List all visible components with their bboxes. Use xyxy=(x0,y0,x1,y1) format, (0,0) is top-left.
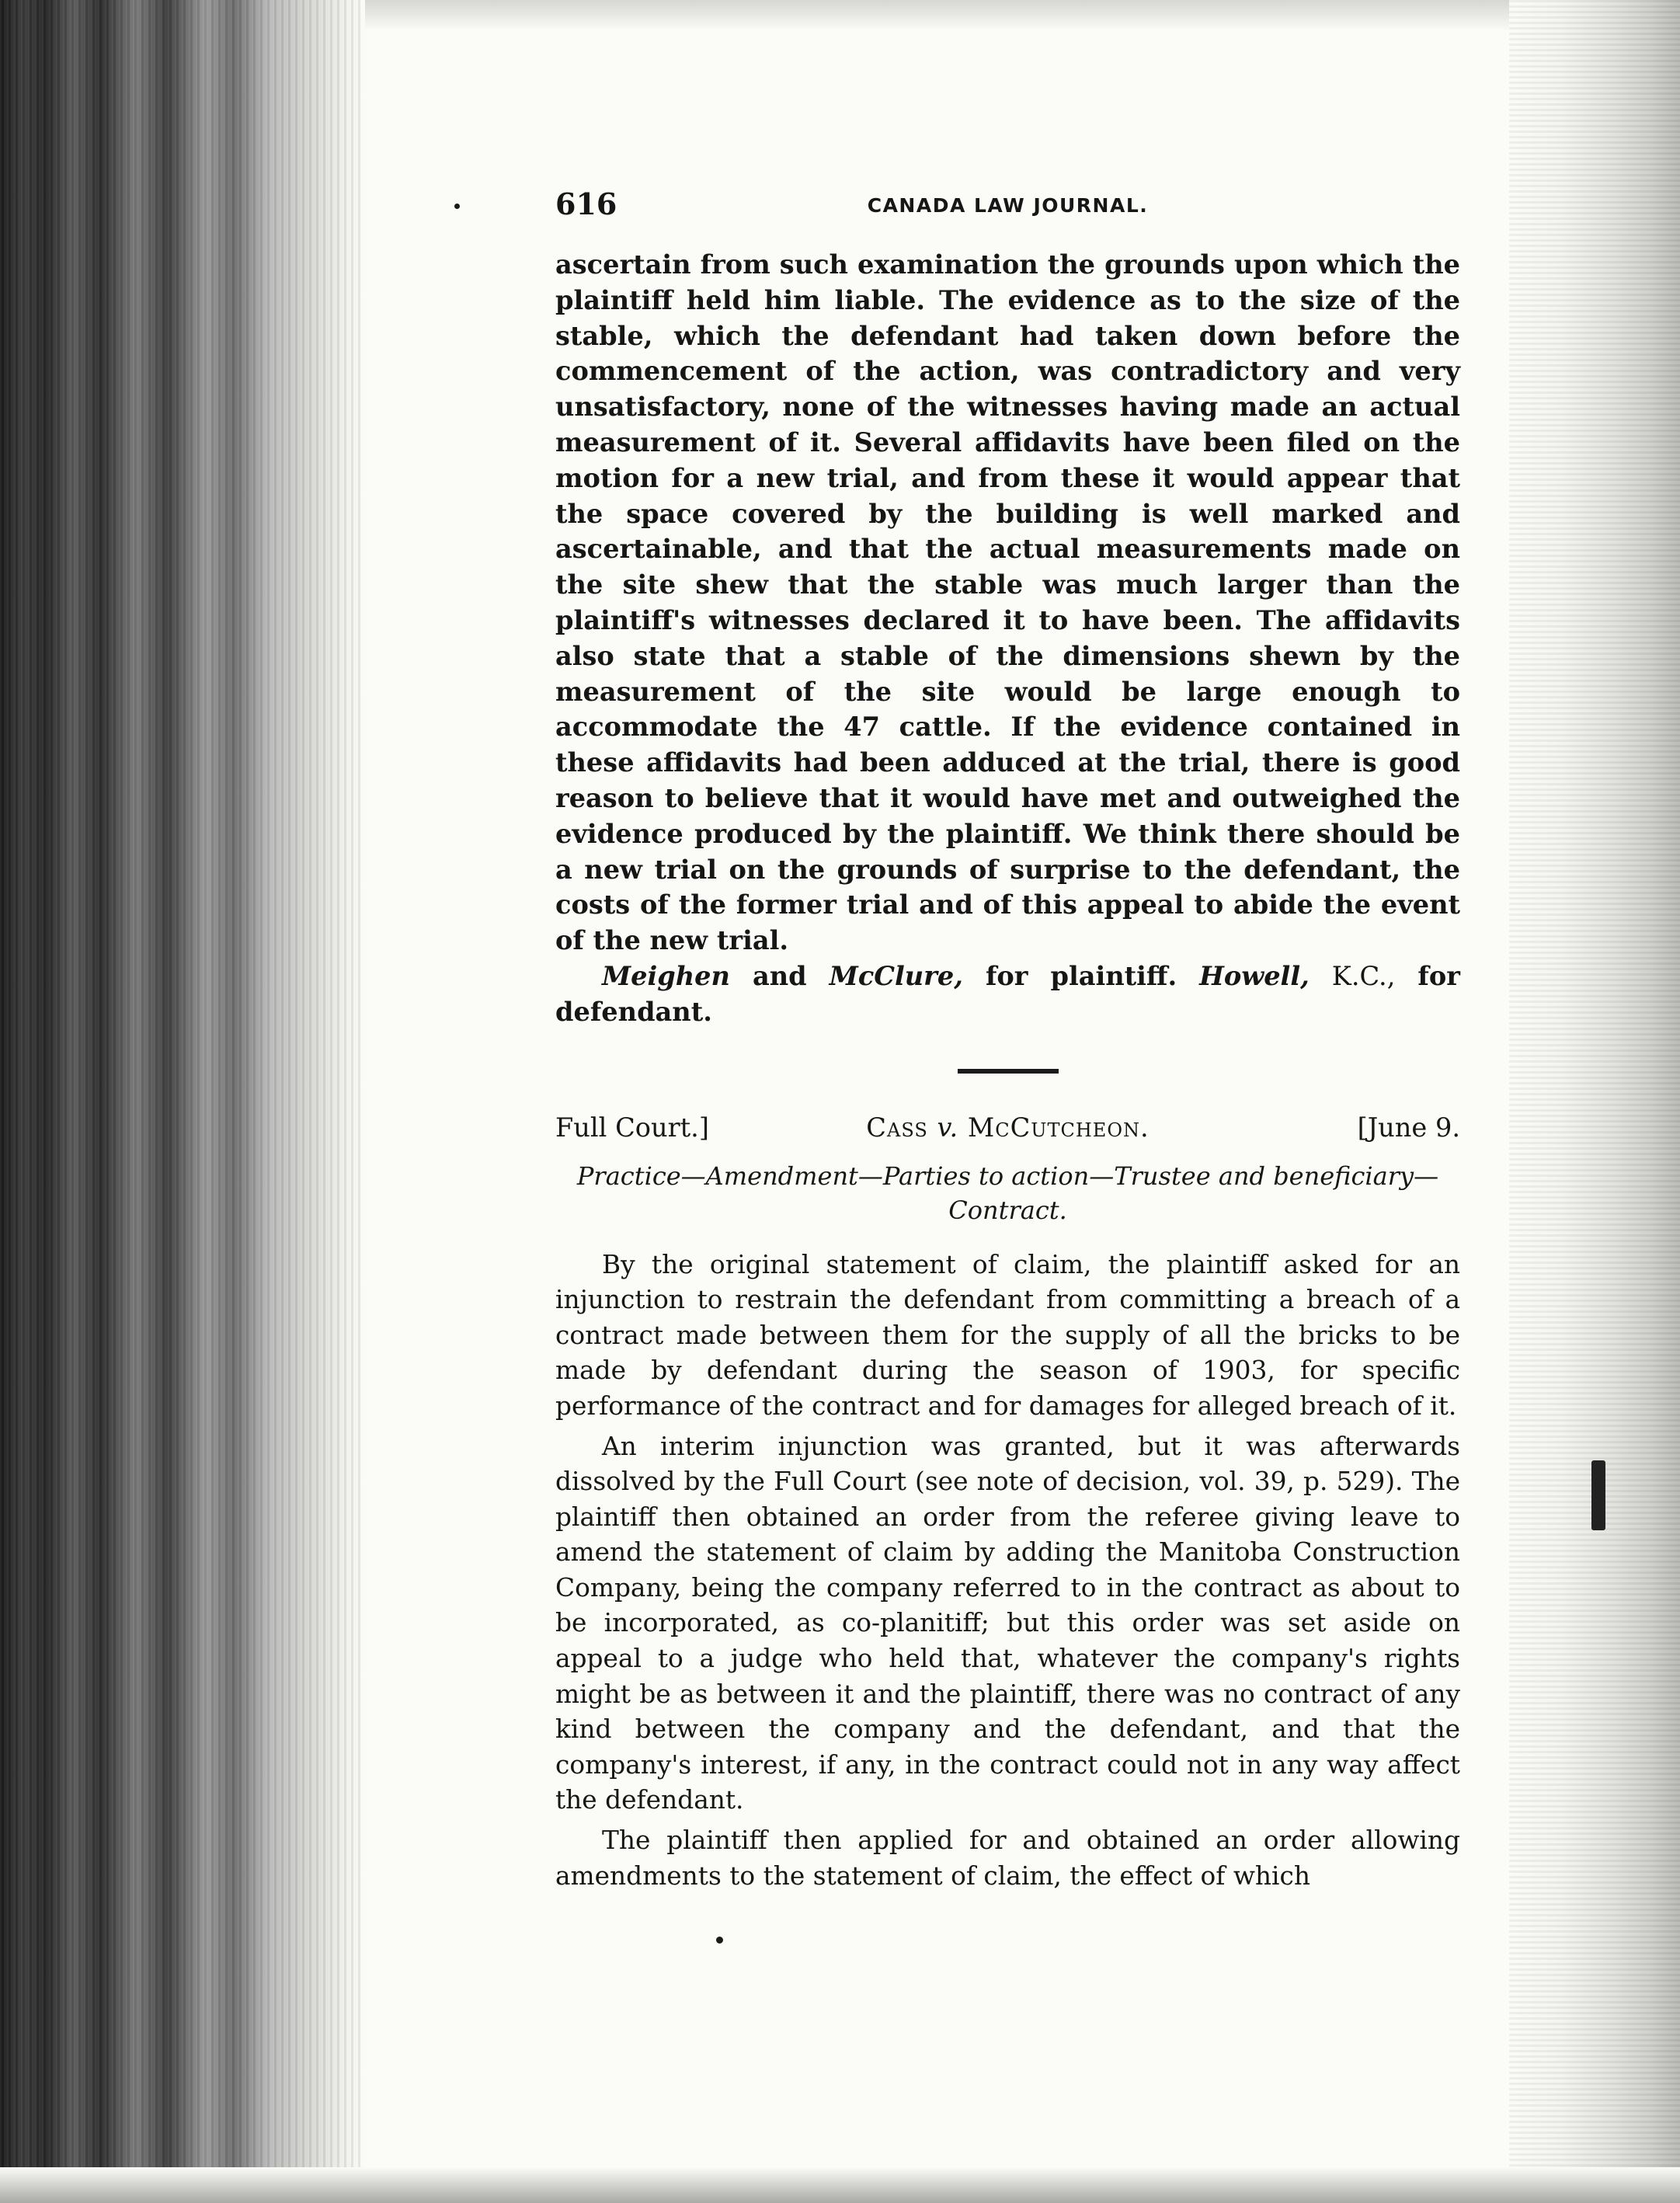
continued-judgment-paragraph: ascertain from such examination the grounds upon which the plaintiff held him liable. The evidence as to the size of the stable, which the defendant had taken down before the commencement of the action, was contradictory and very unsatisfactory, none of the witnesses having made an actual measurement of it. Several affidavits have been filed on the motion for a new trial, and from these it would appear that the space covered by the building is well marked and ascertainable, and that the actual measurements made on the site shew that the stable was much larger than the plaintiff's witnesses declared it to have been. The affidavits also state that a stable of the dimensions shewn by the measurement of the site would be large enough to accommodate the 47 cattle. If the evidence contained in these affidavits had been adduced at the trial, there is good reason to believe that it would have met and outweighed the evidence produced by the plaintiff. We think there should be a new trial on the grounds of surprise to the defendant, the costs of the former trial and of this appeal to abide the event of the new trial. xyxy=(555,249,1460,956)
case-defendant: McCutcheon. xyxy=(967,1112,1150,1143)
case-paragraph: An interim injunction was granted, but it was afterwards dissolved by the Full Court (see note of decision, vol. 39, p. 529). The plaintiff then obtained an order from the referee giving leave to amend the statement of claim by adding the Manitoba Construction Company, being the company referred to in the contract as about to be incorporated, as co-planitiff; but this order was set aside on appeal to a judge who held that, whatever the company's rights might be as between it and the plaintiff, there was no contract of any kind between the company and the defendant, and that the company's interest, if any, in the contract could not in any way affect the defendant. xyxy=(555,1431,1460,1815)
headnote: Practice—Amendment—Parties to action—Trustee and beneficiary—Contract. xyxy=(576,1161,1439,1225)
page-content xyxy=(555,186,1460,1894)
counsel-line xyxy=(555,959,1460,1030)
page-number: 616 xyxy=(555,186,617,221)
case-paragraph: The plaintiff then applied for and obtained an order allowing amendments to the statement of claim, the effect of which xyxy=(555,1825,1460,1891)
case-versus: v. xyxy=(937,1112,959,1143)
counsel-rank: K.C., xyxy=(1331,960,1396,991)
journal-title: CANADA LAW JOURNAL. xyxy=(867,194,1149,217)
case-heading xyxy=(555,1112,1460,1151)
case-paragraph: By the original statement of claim, the plaintiff asked for an injunction to restrain the defendant from committing a breach of a contract made between them for the supply of all the bricks to be made by defendant during the season of 1903, for specific performance of the contract and for damages for alleged breach of it. xyxy=(555,1249,1460,1421)
case-plaintiff: Cass xyxy=(866,1112,928,1143)
counsel-joiner: and xyxy=(752,959,807,991)
page-edge-bottom xyxy=(0,2167,1680,2203)
footer-dot xyxy=(716,1937,723,1944)
running-head xyxy=(555,186,1460,233)
case-name xyxy=(555,1112,1460,1143)
margin-tab-mark xyxy=(1591,1460,1605,1530)
decision-date: [June 9. xyxy=(1357,1112,1460,1143)
counsel-role: for plaintiff. xyxy=(985,959,1177,991)
book-binding-shadow xyxy=(0,0,365,2203)
page-edge-top xyxy=(365,0,1509,31)
counsel-name: McClure, xyxy=(829,959,963,991)
section-divider xyxy=(958,1069,1059,1074)
counsel-name: Meighen xyxy=(602,959,730,991)
court-name: Full Court.] xyxy=(555,1112,709,1143)
page-edge-right xyxy=(1509,0,1680,2203)
margin-dot xyxy=(454,204,460,209)
counsel-name: Howell, xyxy=(1199,959,1310,991)
counsel-role: for defendant. xyxy=(555,959,1460,1027)
